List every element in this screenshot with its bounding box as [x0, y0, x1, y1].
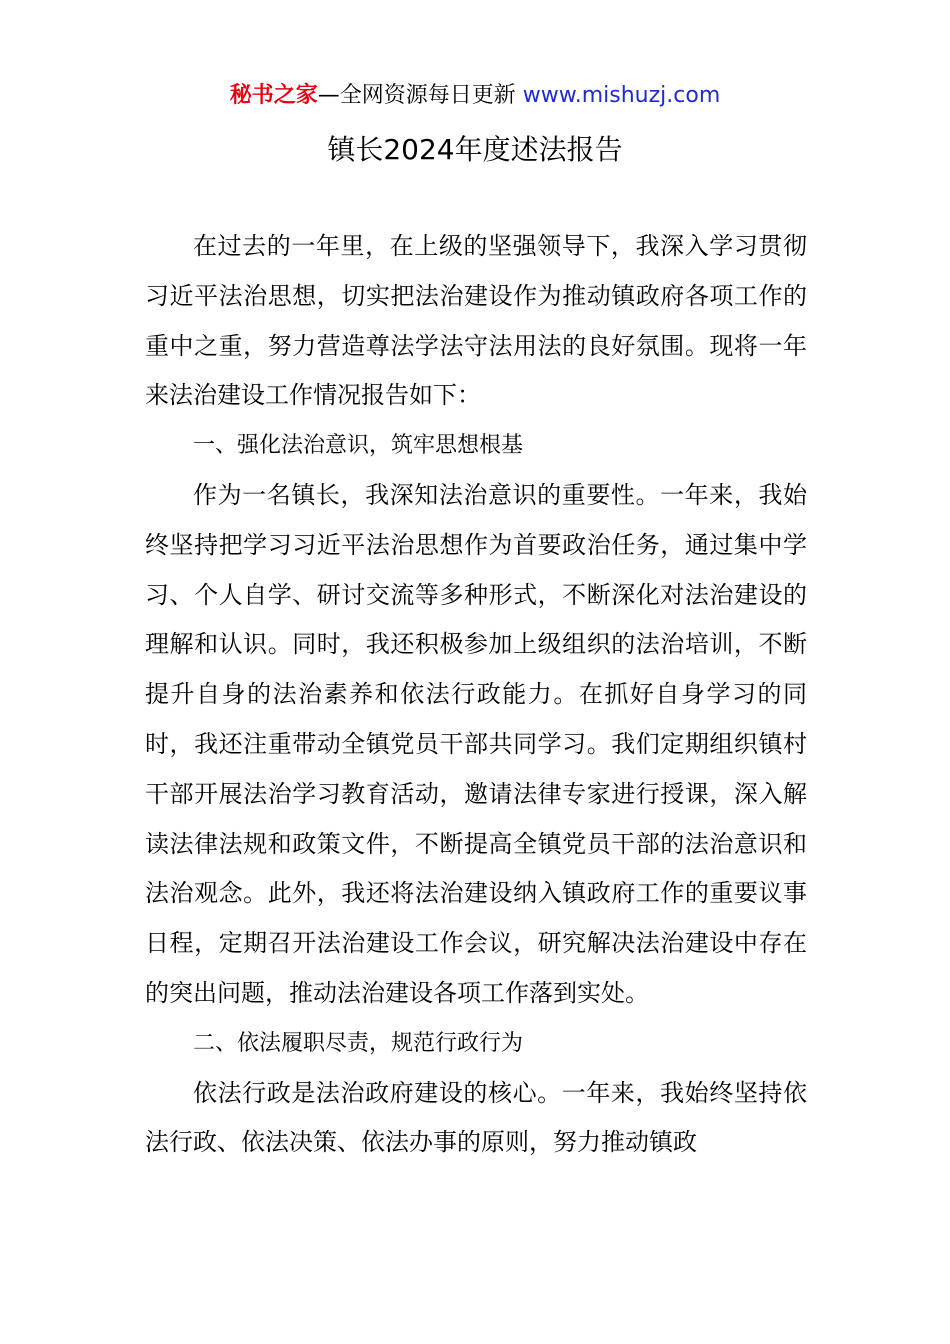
site-brand: 秘书之家 — [229, 83, 318, 108]
section-heading-1: 一、强化法治意识，筑牢思想根基 — [193, 433, 524, 459]
section-heading-2: 二、依法履职尽责，规范行政行为 — [193, 1030, 524, 1056]
document-body — [145, 222, 807, 1168]
site-header — [0, 80, 950, 112]
document-title: 镇长2024年度述法报告 — [327, 133, 623, 166]
site-url-link[interactable]: www.mishuzj.com — [522, 83, 721, 108]
site-slogan: —全网资源每日更新 — [317, 83, 523, 108]
intro-paragraph: 在过去的一年里，在上级的坚强领导下，我深入学习贯彻习近平法治思想，切实把法治建设作为推动镇政府各项工作的重中之重，努力营造尊法学法守法用法的良好氛围。现将一年来法治建设工作情况报告如下： — [145, 232, 807, 410]
section-2-paragraph: 依法行政是法治政府建设的核心。一年来，我始终坚持依法行政、依法决策、依法办事的原则，努力推动镇政 — [145, 1078, 807, 1157]
section-1-paragraph: 作为一名镇长，我深知法治意识的重要性。一年来，我始终坚持把学习习近平法治思想作为首要政治任务，通过集中学习、个人自学、研讨交流等多种形式，不断深化对法治建设的理解和认识。同时，我还积极参加上级组织的法治培训，不断提升自身的法治素养和依法行政能力。在抓好自身学习的同时，我还注重带动全镇党员干部共同学习。我们定期组织镇村干部开展法治学习教育活动，邀请法律专家进行授课，深入解读法律法规和政策文件，不断提高全镇党员干部的法治意识和法治观念。此外，我还将法治建设纳入镇政府工作的重要议事日程，定期召开法治建设工作会议，研究解决法治建设中存在的突出问题，推动法治建设各项工作落到实处。 — [145, 480, 807, 1007]
